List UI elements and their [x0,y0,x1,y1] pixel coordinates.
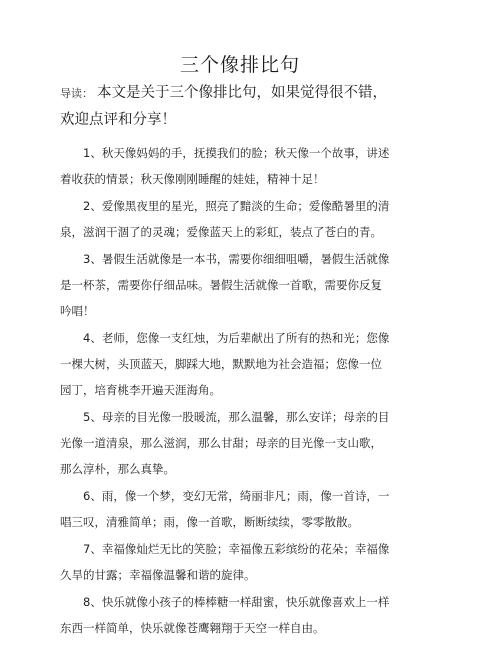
paragraph-2: 2、爱像黑夜里的星光，照亮了黯淡的生命；爱像酷暑里的清泉，滋润干涸了的灵魂；爱像蓝天上的彩虹，装点了苍白的青。 [60,199,390,239]
intro-text: 本文是关于三个像排比句，如果觉得很不错，欢迎点评和分享！ [60,85,387,128]
paragraph-4: 4、老师，您像一支红烛，为后辈献出了所有的热和光；您像一棵大树，头顶蓝天，脚踩大地，默默地为社会造福；您像一位园丁，培育桃李开遍天涯海角。 [60,331,390,397]
paragraph-8: 8、快乐就像小孩子的棒棒糖一样甜蜜，快乐就像喜欢上一样东西一样简单，快乐就像苍鹰翱翔于天空一样自由。 [60,595,390,635]
paragraph-3: 3、暑假生活就像是一本书，需要你细细咀嚼，暑假生活就像是一杯茶，需要你仔细品味。暑假生活就像一首歌，需要你反复吟唱！ [60,252,390,318]
paragraph-list [60,140,390,642]
paragraph-1: 1、秋天像妈妈的手，抚摸我们的脸；秋天像一个故事，讲述着收获的情景；秋天像刚刚睡醒的娃娃，精神十足！ [60,146,390,186]
intro [60,80,400,134]
paragraph-7: 7、幸福像灿烂无比的笑脸；幸福像五彩缤纷的花朵；幸福像久旱的甘露；幸福像温馨和谐的旋律。 [60,542,390,582]
intro-label: 导读： [60,87,93,100]
paragraph-6: 6、雨，像一个梦，变幻无常，绮丽非凡；雨，像一首诗，一唱三叹，清雅简单；雨，像一首歌，断断续续，零零散散。 [60,489,390,529]
page-title: 三个像排比句 [179,54,300,76]
paragraph-5: 5、母亲的目光像一股暖流，那么温馨，那么安详；母亲的目光像一道清泉，那么滋润，那么甘甜；母亲的目光像一支山歌，那么淳朴，那么真挚。 [60,410,390,476]
